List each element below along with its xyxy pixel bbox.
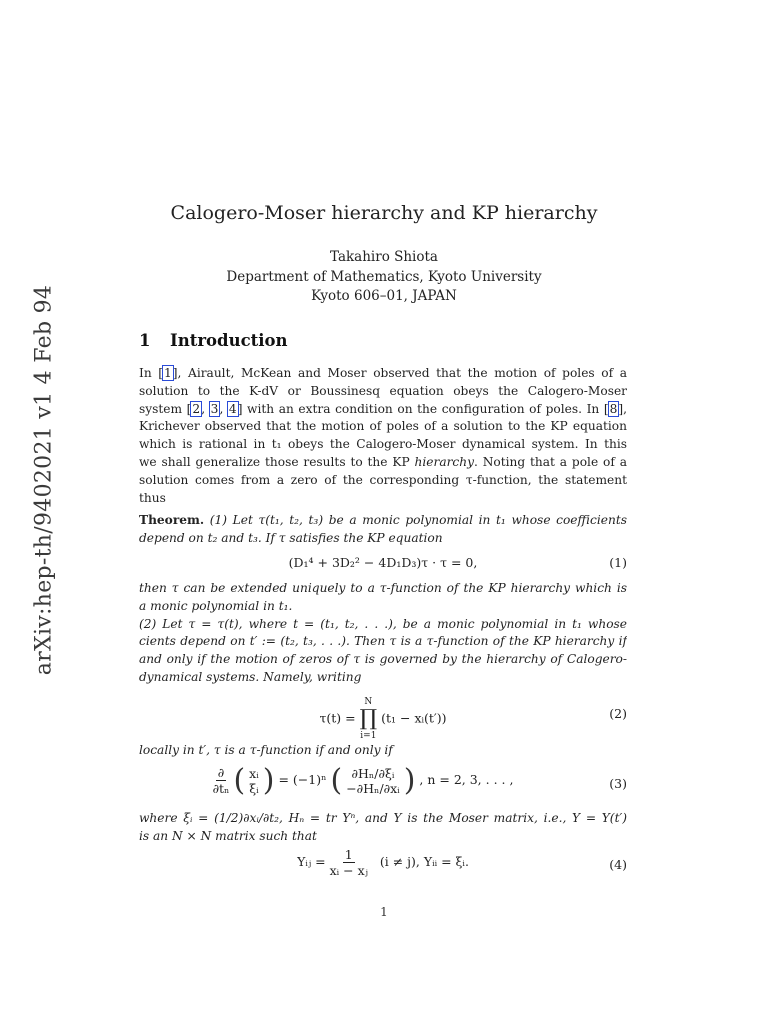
theorem-label: Theorem. — [139, 513, 205, 527]
citation-link[interactable]: 1 — [164, 366, 172, 380]
moser-matrix-fraction: $\frac{1}{\text{xᵢ − xⱼ}}$ — [329, 847, 368, 878]
intro-line: thus — [139, 490, 166, 505]
theorem-line: Theorem. (1) Let τ(t₁, t₂, t₃) be a monic polynomial in t₁ whose coefficients — [139, 513, 627, 527]
equation-4-body: Yᵢⱼ = $\frac{1}{\text{xᵢ − xⱼ}}$ (i ≠ j), Yᵢᵢ = ξᵢ. — [297, 847, 469, 878]
intro-line: solution to the K-dV or Boussinesq equation obeys the Calogero-Moser — [139, 383, 627, 398]
section-title: Introduction — [170, 331, 288, 350]
intro-line: system [2, 3, 4] with an extra condition on the configuration of poles. In [8], — [139, 401, 627, 416]
citation-link[interactable]: 8 — [609, 401, 618, 416]
page-number: 1 — [380, 905, 388, 919]
equation-1-body: (D₁⁴ + 3D₂² − 4D₁D₃)τ · τ = 0, — [288, 555, 478, 570]
intro-line: solution comes from a zero of the corresponding τ-function, the statement — [139, 472, 627, 487]
theorem-line: is an N × N matrix such that — [139, 828, 317, 843]
author-address: Kyoto 606–01, JAPAN — [311, 288, 457, 304]
theorem-line: and only if the motion of zeros of τ is governed by the hierarchy of Calogero- — [139, 652, 627, 667]
theorem-line-locally — [139, 742, 627, 760]
theorem-part1-cont — [139, 580, 627, 687]
equation-3-number: (3) — [609, 776, 627, 791]
section-heading — [139, 331, 288, 350]
equation-4 — [139, 847, 627, 887]
theorem-line: locally in t′, τ is a τ-function if and only if — [139, 743, 393, 757]
arxiv-identifier-text: arXiv:hep-th/9402021 v1 4 Feb 94 — [31, 284, 57, 676]
intro-paragraph — [139, 365, 627, 507]
theorem-part2-cont — [139, 810, 627, 846]
section-number: 1 — [139, 331, 151, 350]
theorem-line: a monic polynomial in t₁. — [139, 598, 293, 613]
intro-line: In [1], Airault, McKean and Moser observed that the motion of poles of a — [139, 366, 627, 380]
citation-link[interactable]: 4 — [228, 401, 237, 416]
hamiltonian-vector: ( ∂Hₙ/∂ξᵢ −∂Hₙ/∂xᵢ ) — [330, 762, 416, 798]
equation-3 — [139, 762, 627, 805]
theorem-line: where ξᵢ = (1/2)∂xᵢ/∂t₂, Hₙ = tr Yⁿ, and Y is the Moser matrix, i.e., Y = Y(t′) — [139, 811, 627, 825]
arxiv-identifier-stamp — [22, 284, 66, 676]
theorem-line: depend on t₂ and t₃. If τ satisfies the KP equation — [139, 530, 443, 545]
theorem-line: then τ can be extended uniquely to a τ-function of the KP hierarchy which is — [139, 581, 627, 595]
citation-link[interactable]: 2 — [192, 401, 201, 416]
citation-link[interactable]: 3 — [210, 401, 219, 416]
equation-2 — [139, 694, 627, 741]
theorem-line: cients depend on t′ := (t₂, t₃, . . .). Then τ is a τ-function of the KP hierarchy if — [139, 634, 627, 649]
equation-2-body: τ(t) = N ∏ i=1 (t₁ − xᵢ(t′)) — [319, 697, 447, 741]
author-affiliation: Department of Mathematics, Kyoto University — [226, 268, 542, 285]
partial-derivative: $\frac{\partial}{\text{∂tₙ}}$ — [212, 765, 230, 796]
equation-3-body: $\frac{\partial}{\text{∂tₙ}}$ ( xᵢ ξᵢ ) = (−1)ⁿ ( ∂Hₙ/∂ξᵢ −∂Hₙ/∂xᵢ ) , n = 2, 3, . . . , — [212, 762, 514, 798]
theorem-line: (2) Let τ = τ(t), where t = (t₁, t₂, . . .), be a monic polynomial in t₁ whose — [139, 616, 627, 631]
equation-2-number: (2) — [609, 706, 627, 721]
author-name: Takahiro Shiota — [330, 249, 438, 265]
intro-line: we shall generalize those results to the KP hierarchy. Noting that a pole of a — [139, 454, 627, 469]
equation-4-number: (4) — [609, 857, 627, 872]
paper-title: Calogero-Moser hierarchy and KP hierarchy — [170, 202, 598, 224]
theorem-line: dynamical systems. Namely, writing — [139, 669, 362, 684]
intro-line: Krichever observed that the motion of poles of a solution to the KP equation — [139, 419, 627, 434]
state-vector: ( xᵢ ξᵢ ) — [233, 762, 275, 798]
author-block — [0, 248, 768, 307]
theorem-part1 — [139, 512, 627, 548]
product-symbol: N ∏ i=1 — [359, 697, 378, 741]
equation-1-number: (1) — [609, 555, 627, 570]
intro-line: which is rational in t₁ obeys the Calogero-Moser dynamical system. In this — [139, 437, 627, 452]
